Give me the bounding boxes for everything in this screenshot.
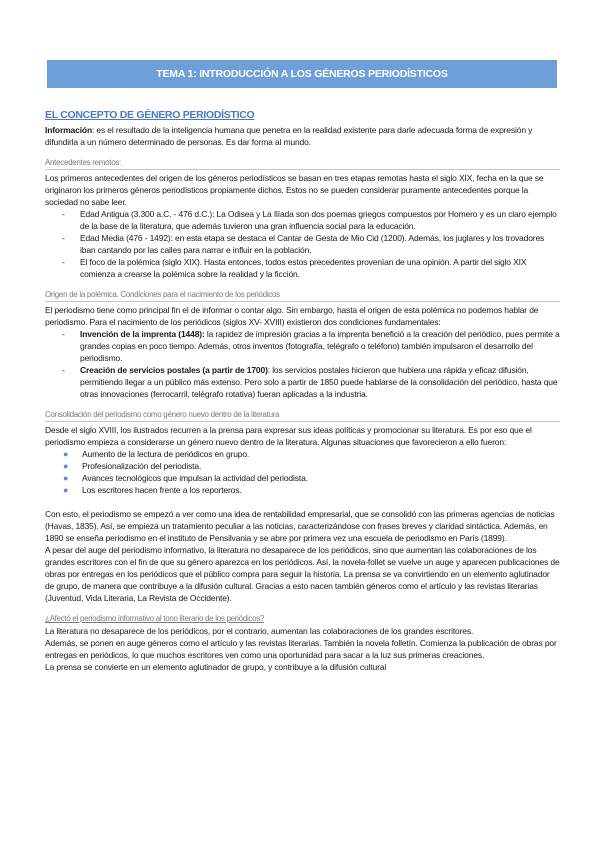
list-item-term: Creación de servicios postales (a partir de 1700) bbox=[80, 365, 268, 375]
list-item bbox=[45, 460, 560, 472]
definition-text: : es el resultado de la inteligencia humana que penetra en la realidad existente para darle adecuada forma de expresión y difundirla a un número determinado de personas. Es dar forma al mundo. bbox=[45, 125, 533, 147]
list-item-text: : los servicios postales hicieron que hubiera una rápida y eficaz difusión, permitiendo llegar a un público más extenso. Pero solo a partir de 1850 puede hablarse de la consolidación del periódico, hasta que otras innovaciones (ferrocarril, telégrafo rotativa) fueran aplicadas a la industria. bbox=[80, 365, 558, 399]
list-item-text: Aumento de la lectura de periódicos en grupo. bbox=[82, 449, 250, 459]
origen-intro: El periodismo tiene como principal fin el de informar o contar algo. Sin embargo, hasta el origen de esta polémica no podemos hablar de periodismo. Para el nacimiento de los periódicos (siglos XV- XVIII) existieron dos condiciones fundamentales: bbox=[45, 305, 539, 327]
heading-origen: Origen de la polémica. Condiciones para el nacimiento de los periódicos bbox=[45, 289, 560, 302]
page-title-banner bbox=[47, 60, 557, 88]
page-title: TEMA 1: INTRODUCCIÓN A LOS GÉNEROS PERIODÍSTICOS bbox=[156, 68, 448, 80]
list-item bbox=[45, 472, 560, 484]
antecedentes-list bbox=[45, 208, 560, 280]
definition-term: Información bbox=[45, 125, 92, 135]
list-item-text: Los escritores hacen frente a los reporteros. bbox=[82, 485, 242, 495]
list-item bbox=[45, 364, 560, 400]
bullet-icon: ● bbox=[63, 449, 69, 459]
pregunta-line: La literatura no desaparece de los periódicos, por el contrario, aumentan las colaboraciones de los grandes escritores. bbox=[45, 626, 474, 636]
bullet-icon: ● bbox=[63, 461, 69, 471]
antecedentes-intro: Los primeros antecedentes del origen de los géneros periodísticos se basan en tres etapas remotas hasta el siglo XIX, fecha en la que se originaron los primeros géneros periodísticos propiamente dichos. Estos no se pueden considerar puramente antecedentes porque la sociedad no sabe leer. bbox=[45, 173, 544, 207]
list-item: - El foco de la polémica (siglo XIX). Hasta entonces, todos estos precedentes provenían de una opinión. A partir del siglo XIX comienza a crearse la polémica sobre la realidad y la ficción. bbox=[45, 256, 560, 280]
heading-consolidacion: Consolidación del periodismo como género nuevo dentro de la literatura bbox=[45, 409, 560, 422]
bullet-icon: ● bbox=[63, 485, 69, 495]
heading-pregunta: ¿Afectó el periodismo informativo al tono literario de los periódicos? bbox=[45, 614, 265, 623]
list-item-text: la rapidez de impresión gracias a la imprenta benefició a la creación del periódico, pues permite a grandes copias en poco tiempo. Además, otros inventos (fotografía, telégrafo o teléfono) también impulsaron el desarrollo del periodismo. bbox=[80, 329, 560, 363]
list-item bbox=[45, 484, 560, 496]
consolidacion-paragraph-2: A pesar del auge del periodismo informativo, la literatura no desaparece de los periódicos, sino que aumentan las colaboraciones de los grandes escritores con el fin de que su género aparezca en los periódicos. Así, la novela-follet se vuelve un auge y aparecen publicaciones de obras por entregas en los periódicos que el público compra para seguir la historia. La prensa se va convirtiendo en un elemento aglutinador de grupo, de manera que contribuye a la difusión cultural. Gracias a esto nacen también géneros como el artículo y las revistas literarias (Juventud, Vida Literaria, La Revista de Occidente). bbox=[45, 545, 560, 603]
consolidacion-paragraph-1: Con esto, el periodismo se empezó a ver como una idea de rentabilidad empresarial, que se consolidó con las primeras agencias de noticias (Havas, 1835). Así, se empieza un tratamiento peculiar a las noticias, caracterizándose con frases breves y claridad sintáctica. Además, en 1890 se enseña periodismo en el instituto de Pensilvania y se abre por primera vez una escuela de periodismo en París (1899). bbox=[45, 509, 555, 543]
pregunta-line: Además, se ponen en auge géneros como el artículo y las revistas literarias. También la novela folletín. Comienza la publicación de obras por entregas en periódicos, lo que muchos escritores ven como una oportunidad para sacar a la luz sus primeras creaciones. bbox=[45, 638, 557, 660]
list-item-text: Profesionalización del periodista. bbox=[82, 461, 202, 471]
consolidacion-list bbox=[45, 448, 560, 496]
list-item bbox=[45, 328, 560, 364]
document-body bbox=[45, 108, 560, 673]
list-item: - Edad Antigua (3.300 a.C. - 476 d.C.): La Odisea y La Ilíada son dos poemas griegos compuestos por Homero y es un claro ejemplo de la base de la literatura, que además tuvieron una gran influencia social para la educación. bbox=[45, 208, 560, 232]
origen-list bbox=[45, 328, 560, 400]
definition-paragraph bbox=[45, 124, 560, 148]
list-item bbox=[45, 448, 560, 460]
pregunta-line: La prensa se convierte en un elemento aglutinador de grupo, y contribuye a la difusión cultural bbox=[45, 662, 387, 672]
section-title-concepto: EL CONCEPTO DE GÉNERO PERIODÍSTICO bbox=[45, 109, 255, 121]
heading-antecedentes: Antecedentes remotos: bbox=[45, 157, 560, 170]
list-item-term: Invención de la imprenta (1448): bbox=[80, 329, 205, 339]
list-item: - Edad Media (476 - 1492): en esta etapa se destaca el Cantar de Gesta de Mio Cid (1200). Además, los juglares y los trovadores iban cantando por las calles para narrar e influir en la población. bbox=[45, 232, 560, 256]
consolidacion-intro: Desde el siglo XVIII, los ilustrados recurren a la prensa para expresar sus ideas políticas y promocionar su literatura. Es por eso que el periodismo empieza a considerarse un género nuevo dentro de la literatura. Algunas situaciones que favorecieron a ello fueron: bbox=[45, 425, 532, 447]
bullet-icon: ● bbox=[63, 473, 69, 483]
list-item-text: Avances tecnológicos que impulsan la actividad del periodista. bbox=[82, 473, 308, 483]
